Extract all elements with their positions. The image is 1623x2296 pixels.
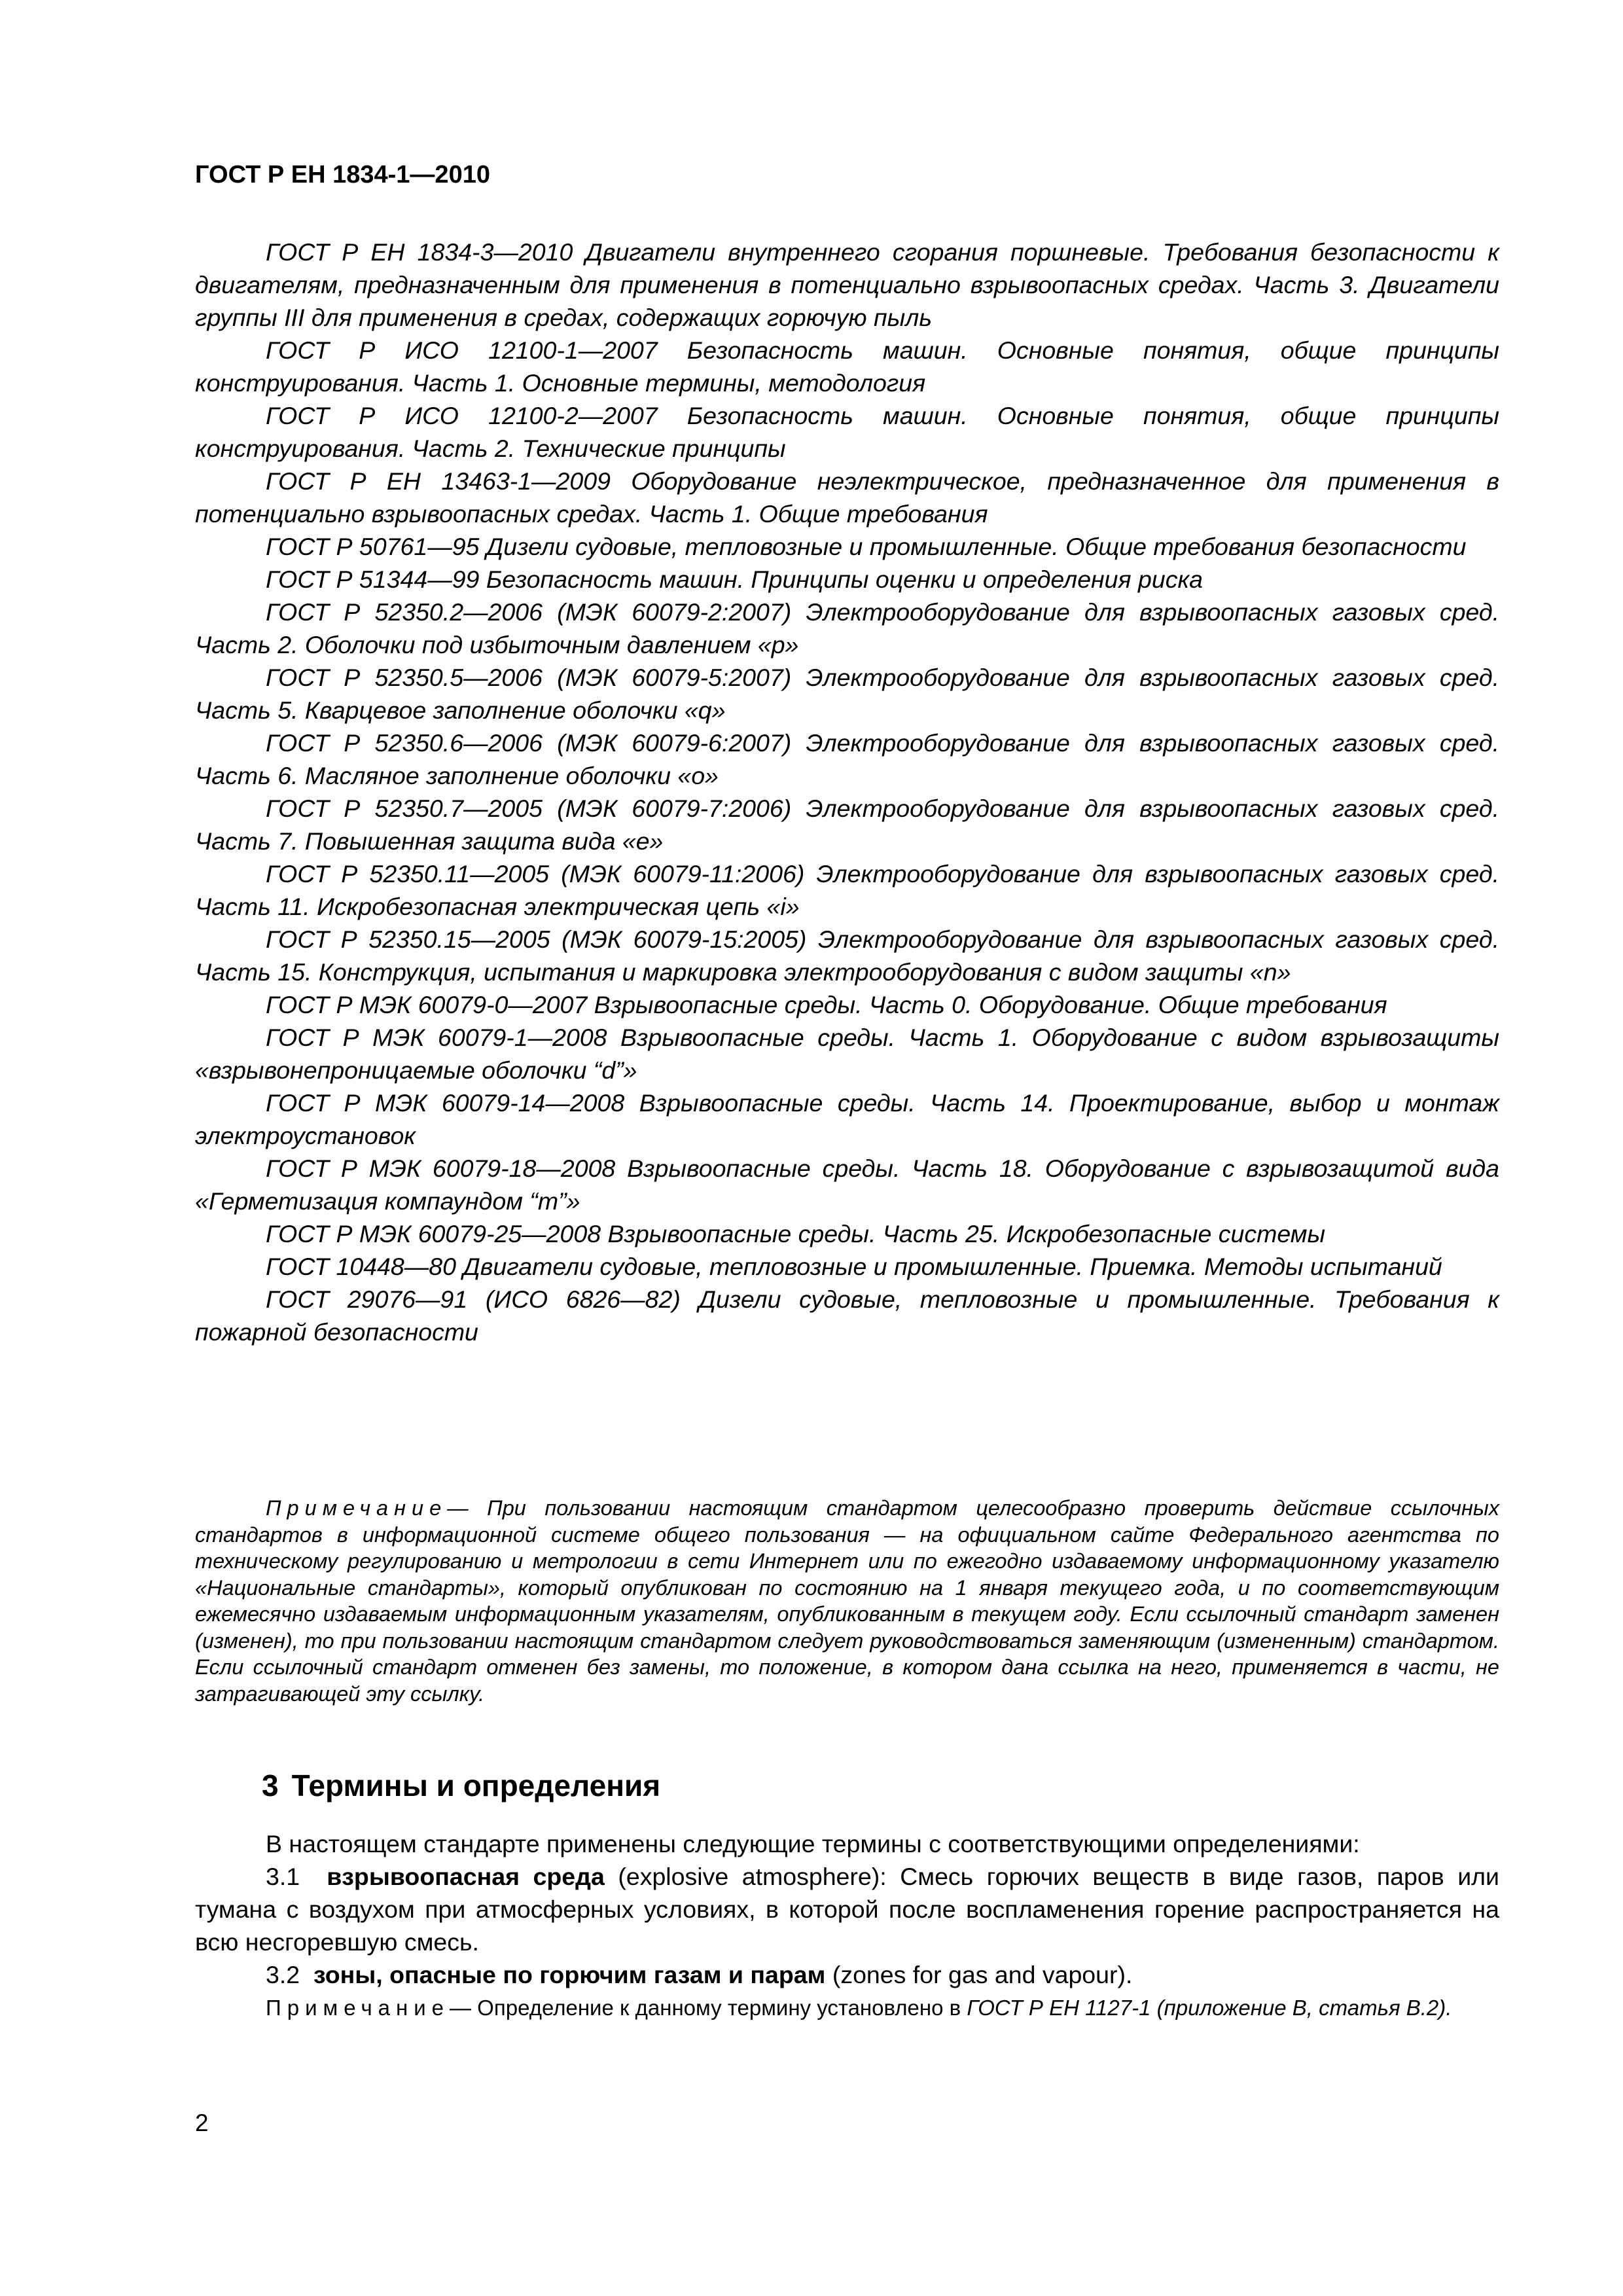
reference-item: ГОСТ Р 52350.2—2006 (МЭК 60079-2:2007) Электрооборудование для взрывоопасных газовых сред. Часть 2. Оболочки под избыточным давлением «p» [195,598,1499,658]
reference-item: ГОСТ Р 52350.15—2005 (МЭК 60079-15:2005) Электрооборудование для взрывоопасных газовых сред. Часть 15. Конструкция, испытания и маркировка электрооборудования с видом защиты «n» [195,925,1499,986]
section-intro: В настоящем стандарте применены следующие термины с соответствующими определениями: [266,1830,1360,1857]
reference-item: ГОСТ 29076—91 (ИСО 6826—82) Дизели судовые, тепловозные и промышленные. Требования к пожарной безопасности [195,1285,1499,1346]
note-label: Примечание [266,1496,448,1520]
term-name: зоны, опасные по горючим газам и парам [313,1961,826,1988]
term-number: 3.2 [266,1961,300,1988]
section-body [195,1827,1499,1991]
reference-item: ГОСТ Р 52350.5—2006 (МЭК 60079-5:2007) Электрооборудование для взрывоопасных газовых сред. Часть 5. Кварцевое заполнение оболочки «q» [195,664,1499,724]
reference-item: ГОСТ Р ИСО 12100-2—2007 Безопасность машин. Основные понятия, общие принципы конструирования. Часть 2. Технические принципы [195,402,1499,462]
references-list [195,236,1499,1348]
reference-item: ГОСТ Р 52350.11—2005 (МЭК 60079-11:2006) Электрооборудование для взрывоопасных газовых сред. Часть 11. Искробезопасная электрическая цепь «i» [195,860,1499,920]
reference-item: ГОСТ Р МЭК 60079-25—2008 Взрывоопасные среды. Часть 25. Искробезопасные системы [266,1220,1326,1247]
term-rest: (zones for gas and vapour). [825,1961,1133,1988]
note-text: — Определение к данному термину установлено в [450,1996,967,2020]
note-text: — При пользовании настоящим стандартом целесообразно проверить действие ссылочных стандартов в информационной системе общего пользования — на официальном сайте Федерального агентства по техническому регулированию и метрологии в сети Интернет или по ежегодно издаваемому информационному указателю «Национальные стандарты», который опубликован по состоянию на 1 января текущего года, и по соответствующим ежемесячно издаваемым информационным указателям, опубликованным в текущем году. Если ссылочный стандарт заменен (изменен), то при пользовании настоящим стандартом следует руководствоваться заменяющим (измененным) стандартом. Если ссылочный стандарт отменен без замены, то положение, в котором дана ссылка на него, применяется в части, не затрагивающей эту ссылку. [195,1496,1499,1706]
term-definition [195,1958,1499,1991]
reference-item: ГОСТ Р ЕН 13463-1—2009 Оборудование неэлектрическое, предназначенное для применения в потенциально взрывоопасных средах. Часть 1. Общие требования [195,467,1499,528]
reference-item: ГОСТ Р 51344—99 Безопасность машин. Принципы оценки и определения риска [266,565,1204,593]
term-number: 3.1 [266,1863,300,1890]
standard-id-header: ГОСТ Р ЕН 1834-1—2010 [195,161,490,188]
reference-item: ГОСТ Р 52350.7—2005 (МЭК 60079-7:2006) Электрооборудование для взрывоопасных газовых сред. Часть 7. Повышенная защита вида «e» [195,795,1499,855]
reference-item: ГОСТ 10448—80 Двигатели судовые, тепловозные и промышленные. Приемка. Методы испытаний [266,1253,1442,1280]
section-heading [262,1767,660,1804]
page-number: 2 [195,2109,209,2136]
reference-item: ГОСТ Р МЭК 60079-1—2008 Взрывоопасные среды. Часть 1. Оборудование с видом взрывозащиты «взрывонепроницаемые оболочки “d”» [195,1024,1499,1084]
term-definition [195,1860,1499,1958]
note-term [195,1994,1499,2022]
note-references [195,1495,1499,1707]
term-rest: (explosive atmosphere): Смесь горючих веществ в виде газов, паров или тумана с воздухом при атмосферных условиях, в которой после воспламенения горение распространяется на всю несгоревшую смесь. [195,1863,1499,1956]
section-number: 3 [262,1768,279,1803]
term-name: взрывоопасная среда [327,1863,605,1890]
section-title: Термины и определения [291,1768,661,1803]
reference-item: ГОСТ Р 50761—95 Дизели судовые, тепловозные и промышленные. Общие требования безопасности [266,533,1467,560]
note-label: Примечание [266,1996,450,2020]
reference-item: ГОСТ Р ИСО 12100-1—2007 Безопасность машин. Основные понятия, общие принципы конструирования. Часть 1. Основные термины, методология [195,336,1499,397]
reference-item: ГОСТ Р ЕН 1834-3—2010 Двигатели внутреннего сгорания поршневые. Требования безопасности к двигателям, предназначенным для применения в потенциально взрывоопасных средах. Часть 3. Двигатели группы III для применения в средах, содержащих горючую пыль [195,238,1499,331]
note-reference: ГОСТ Р ЕН 1127-1 (приложение В, статья В.2). [967,1996,1452,2020]
reference-item: ГОСТ Р МЭК 60079-14—2008 Взрывоопасные среды. Часть 14. Проектирование, выбор и монтаж электроустановок [195,1089,1499,1149]
reference-item: ГОСТ Р 52350.6—2006 (МЭК 60079-6:2007) Электрооборудование для взрывоопасных газовых сред. Часть 6. Масляное заполнение оболочки «o» [195,729,1499,789]
reference-item: ГОСТ Р МЭК 60079-0—2007 Взрывоопасные среды. Часть 0. Оборудование. Общие требования [266,991,1387,1018]
reference-item: ГОСТ Р МЭК 60079-18—2008 Взрывоопасные среды. Часть 18. Оборудование с взрывозащитой вида «Герметизация компаундом “m”» [195,1155,1499,1215]
